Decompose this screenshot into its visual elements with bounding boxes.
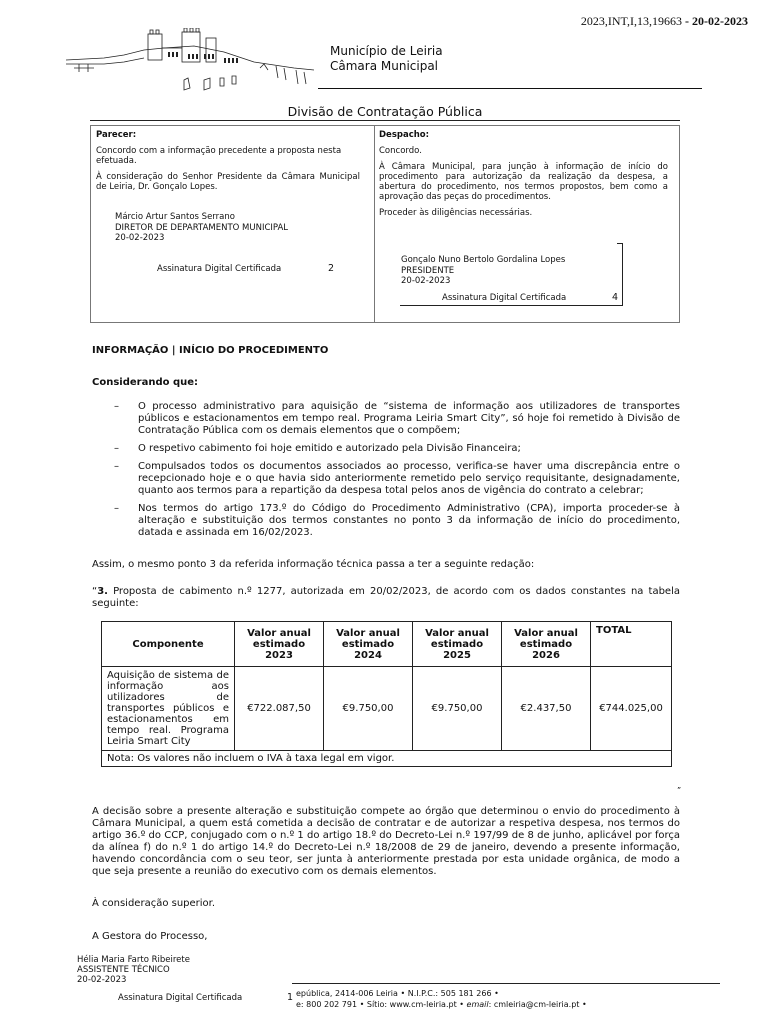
parecer-signer-role: DIRETOR DE DEPARTAMENTO MUNICIPAL [115, 222, 289, 233]
list-item-text: Compulsados todos os documentos associados ao processo, verifica-se haver uma discrepância entre o recepcionado hoje e o que havia sido anteriormente remetido pelo serviço requisitante, designadamente, quanto aos termos para a repartição da despesa total pelos anos de vigência do contrato a celebrar; [138, 461, 680, 496]
footer-divider [292, 983, 720, 984]
reference-date: 20-02-2023 [692, 14, 748, 28]
author-signature-label: Assinatura Digital Certificada [118, 993, 243, 1003]
footer-address: epública, 2414-006 Leiria • N.I.P.C.: 505 181 266 • [296, 989, 499, 998]
list-item [114, 503, 680, 539]
footer-email-label: email [466, 1000, 489, 1009]
author-date: 20-02-2023 [77, 975, 127, 985]
despacho-signer-role: PRESIDENTE [401, 265, 455, 276]
table-note-row [102, 751, 672, 767]
list-item [114, 461, 680, 497]
despacho-title: Despacho: [379, 130, 430, 140]
table-note: Nota: Os valores não incluem o IVA à taxa legal em vigor. [102, 751, 672, 767]
bullet-dash: – [114, 401, 119, 412]
table-header-row [102, 622, 672, 667]
despacho-signer-date: 20-02-2023 [401, 276, 451, 286]
despacho-signature-label: Assinatura Digital Certificada [442, 293, 567, 303]
parecer-signature [115, 212, 288, 244]
closing-quote: ” [677, 786, 682, 795]
despacho-paragraph-2: À Câmara Municipal, para junção à informação de início do procedimento para autorização da realização da despesa, a abertura do procedimento, nos termos propostos, bem como a aprovação das peças do procedimentos. [379, 162, 668, 202]
despacho-paragraph-1: Concordo. [379, 146, 422, 156]
list-item-text: Nos termos do artigo 173.º do Código do Procedimento Administrativo (CPA), importa proceder-se à alteração e substituição dos termos constantes no ponto 3 da informação de início do procedimento, datada e assinada em 16/02/2023. [138, 503, 680, 538]
parecer-signer-date: 20-02-2023 [115, 233, 165, 243]
author-role: ASSISTENTE TÉCNICO [77, 965, 170, 975]
paragraph-redacao: Assim, o mesmo ponto 3 da referida informação técnica passa a ter a seguinte redação: [92, 559, 535, 570]
table-cell-value: €9.750,00 [413, 667, 502, 751]
parecer-column [96, 130, 360, 198]
municipality-block [330, 44, 443, 74]
considerations-list [114, 401, 680, 545]
list-item [114, 401, 680, 437]
paragraph-proposal [92, 586, 680, 610]
parecer-paragraph-1: Concordo com a informação precedente a proposta nesta efetuada. [96, 146, 342, 166]
despacho-paragraph-3: Proceder às diligências necessárias. [379, 208, 533, 218]
reference-code: 2023,INT,I,13,19663 [580, 14, 682, 28]
proposal-text: Proposta de cabimento n.º 1277, autorizada em 20/02/2023, de acordo com os dados constantes na tabela seguinte: [92, 586, 680, 609]
bullet-dash: – [114, 461, 119, 472]
bullet-dash: – [114, 503, 119, 514]
table-header: Valor anual estimado 2025 [413, 622, 502, 667]
despacho-signature [401, 255, 565, 287]
document-reference [581, 14, 748, 29]
table-header: Componente [102, 622, 235, 667]
table-cell-total: €744.025,00 [591, 667, 672, 751]
footer-email: : cmleiria@cm-leiria.pt • [488, 1000, 587, 1009]
parecer-paragraph-2: À consideração do Senhor Presidente da Câmara Municipal de Leiria, Dr. Gonçalo Lopes. [96, 172, 360, 192]
table-header: Valor anual estimado 2024 [324, 622, 413, 667]
table-cell-value: €722.087,50 [235, 667, 324, 751]
table-row [102, 667, 672, 751]
footer-contacts [296, 988, 587, 1010]
proposal-open-quote: “ [92, 586, 98, 597]
list-item-text: O processo administrativo para aquisição de “sistema de informação aos utilizadores de transportes públicos e estacionamentos em tempo real. Programa Leiria Smart City”, só hoje foi remetido à Divisão de Contratação Pública com os demais elementos que o compõem; [138, 401, 680, 436]
considering-heading: Considerando que: [92, 377, 199, 388]
table-header: Valor anual estimado 2026 [502, 622, 591, 667]
despacho-signature-number: 4 [612, 292, 619, 303]
list-item [114, 443, 680, 455]
footer-phone-site: e: 800 202 791 • Sítio: www.cm-leiria.pt • [296, 1000, 467, 1009]
signature-bracket [622, 243, 623, 305]
table-header: TOTAL [591, 622, 672, 667]
bullet-dash: – [114, 443, 119, 454]
castle-logo-icon [64, 28, 316, 100]
table-cell-value: €2.437,50 [502, 667, 591, 751]
paragraph-superior: À consideração superior. [92, 898, 216, 909]
chamber-name: Câmara Municipal [330, 59, 439, 73]
paragraph-manager: A Gestora do Processo, [92, 931, 208, 942]
list-item-text: O respetivo cabimento foi hoje emitido e autorizado pela Divisão Financeira; [138, 443, 521, 454]
box-divider [374, 126, 375, 322]
section-title: INFORMAÇÃO | INÍCIO DO PROCEDIMENTO [92, 345, 329, 356]
proposal-number: 3. [97, 586, 108, 597]
header-divider [318, 88, 702, 89]
parecer-signature-number: 2 [328, 263, 335, 274]
author-signature-number: 1 [287, 992, 294, 1003]
budget-table [101, 621, 672, 767]
signature-bracket-base [400, 305, 623, 306]
table-header: Valor anual estimado 2023 [235, 622, 324, 667]
footer-contact-line [296, 999, 587, 1010]
table-cell-value: €9.750,00 [324, 667, 413, 751]
author-name: Hélia Maria Farto Ribeirete [77, 955, 190, 965]
signature-bracket-tick [617, 243, 623, 244]
despacho-signer-name: Gonçalo Nuno Bertolo Gordalina Lopes [401, 255, 566, 265]
municipality-name: Município de Leiria [330, 44, 443, 58]
despacho-column [379, 130, 668, 224]
parecer-title: Parecer: [96, 130, 137, 140]
division-underline [90, 120, 680, 121]
paragraph-decision: A decisão sobre a presente alteração e substituição compete ao órgão que determinou o envio do procedimento à Câmara Municipal, a quem está cometida a decisão de contratar e de autorizar a respetiva despesa, nos termos do artigo 36.º do CCP, conjugado com o n.º 1 do artigo 18.º do Decreto-Lei n.º 197/99 de 8 de junho, aplicável por força da alínea f) do n.º 1 do artigo 14.º do Decreto-Lei n.º 18/2008 de 29 de janeiro, devendo a presente informação, havendo concordância com o seu teor, ser junta à anteriormente prestada por esta unidade orgânica, de modo a que seja presente a reunião do executivo com os demais elementos. [92, 806, 680, 877]
division-title: Divisão de Contratação Pública [287, 104, 483, 119]
parecer-signature-label: Assinatura Digital Certificada [157, 264, 282, 274]
parecer-signer-name: Márcio Artur Santos Serrano [115, 212, 235, 222]
author-signature [77, 955, 190, 985]
table-cell-component: Aquisição de sistema de informação aos utilizadores de transportes públicos e estacionamentos em tempo real. Programa Leiria Smart City [102, 667, 235, 751]
reference-separator: - [682, 14, 692, 28]
